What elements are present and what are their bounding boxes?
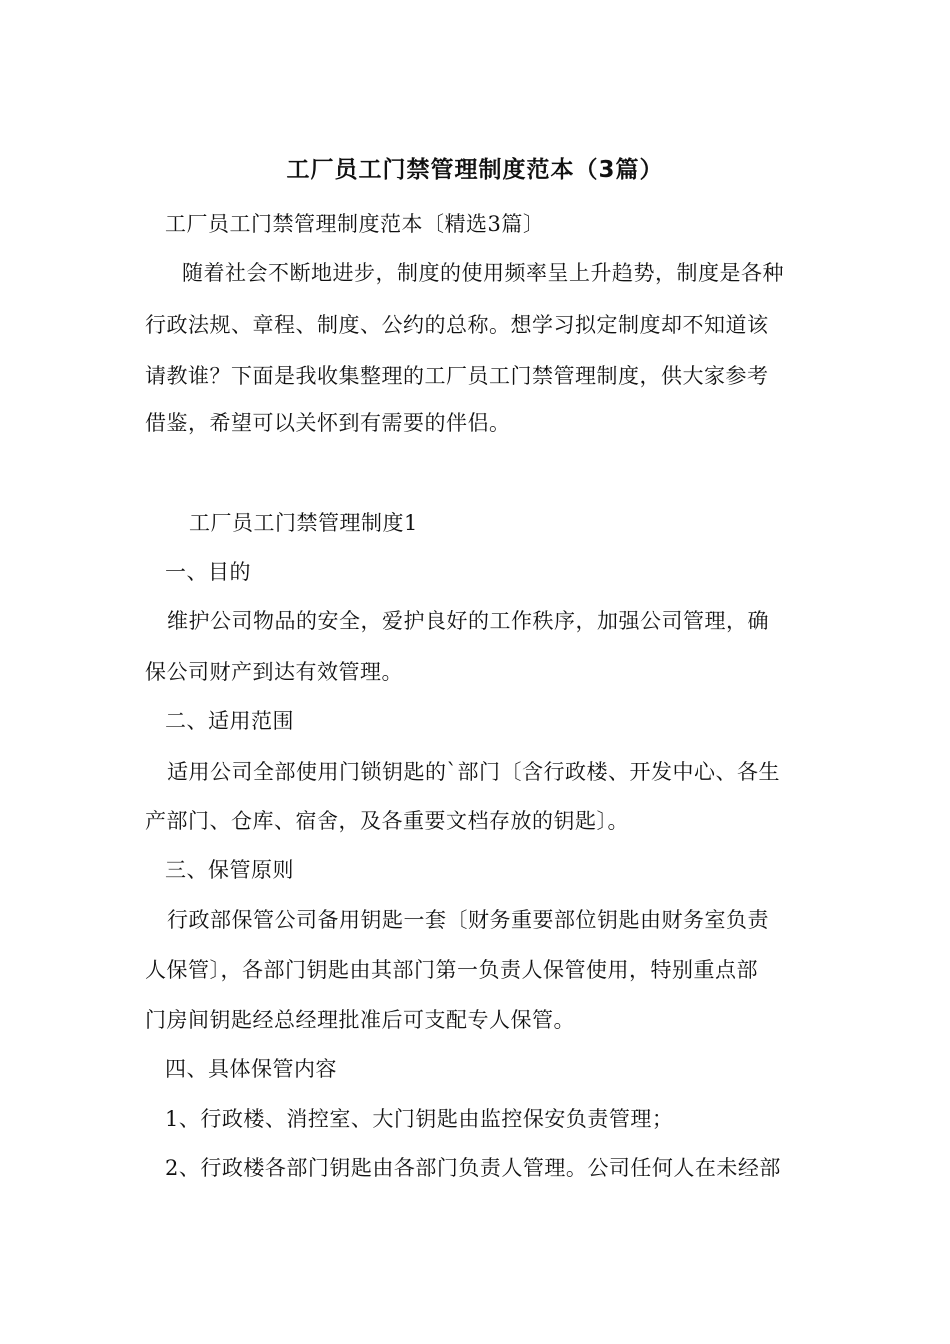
list-item-2: 2、行政楼各部门钥匙由各部门负责人管理。公司任何人在未经部 — [165, 1156, 781, 1180]
heading-content: 四、具体保管内容 — [165, 1057, 337, 1081]
list-item-1: 1、行政楼、消控室、大门钥匙由监控保安负责管理； — [165, 1107, 674, 1131]
scope-line-1: 适用公司全部使用门锁钥匙的`部门〔含行政楼、开发中心、各生 — [167, 760, 780, 784]
document-subtitle: 工厂员工门禁管理制度范本〔精选3篇〕 — [165, 212, 545, 236]
scope-line-2: 产部门、仓库、宿舍，及各重要文档存放的钥匙〕。 — [145, 809, 629, 833]
principle-line-1: 行政部保管公司备用钥匙一套〔财务重要部位钥匙由财务室负责 — [167, 908, 769, 932]
principle-line-2: 人保管〕，各部门钥匙由其部门第一负责人保管使用，特别重点部 — [145, 958, 758, 982]
principle-line-3: 门房间钥匙经总经理批准后可支配专人保管。 — [145, 1008, 575, 1032]
purpose-line-1: 维护公司物品的安全，爱护良好的工作秩序，加强公司管理，确 — [167, 609, 769, 633]
intro-line-3: 请教谁？下面是我收集整理的工厂员工门禁管理制度，供大家参考 — [145, 364, 769, 388]
heading-scope: 二、适用范围 — [165, 709, 294, 733]
intro-line-4: 借鉴，希望可以关怀到有需要的伴侣。 — [145, 411, 511, 435]
purpose-line-2: 保公司财产到达有效管理。 — [145, 660, 403, 684]
section-title: 工厂员工门禁管理制度1 — [189, 511, 418, 535]
document-title: 工厂员工门禁管理制度范本（3篇） — [286, 157, 664, 183]
intro-line-1: 随着社会不断地进步，制度的使用频率呈上升趋势，制度是各种 — [182, 261, 784, 285]
heading-principle: 三、保管原则 — [165, 858, 294, 882]
heading-purpose: 一、目的 — [165, 560, 251, 584]
intro-line-2: 行政法规、章程、制度、公约的总称。想学习拟定制度却不知道该 — [145, 313, 769, 337]
